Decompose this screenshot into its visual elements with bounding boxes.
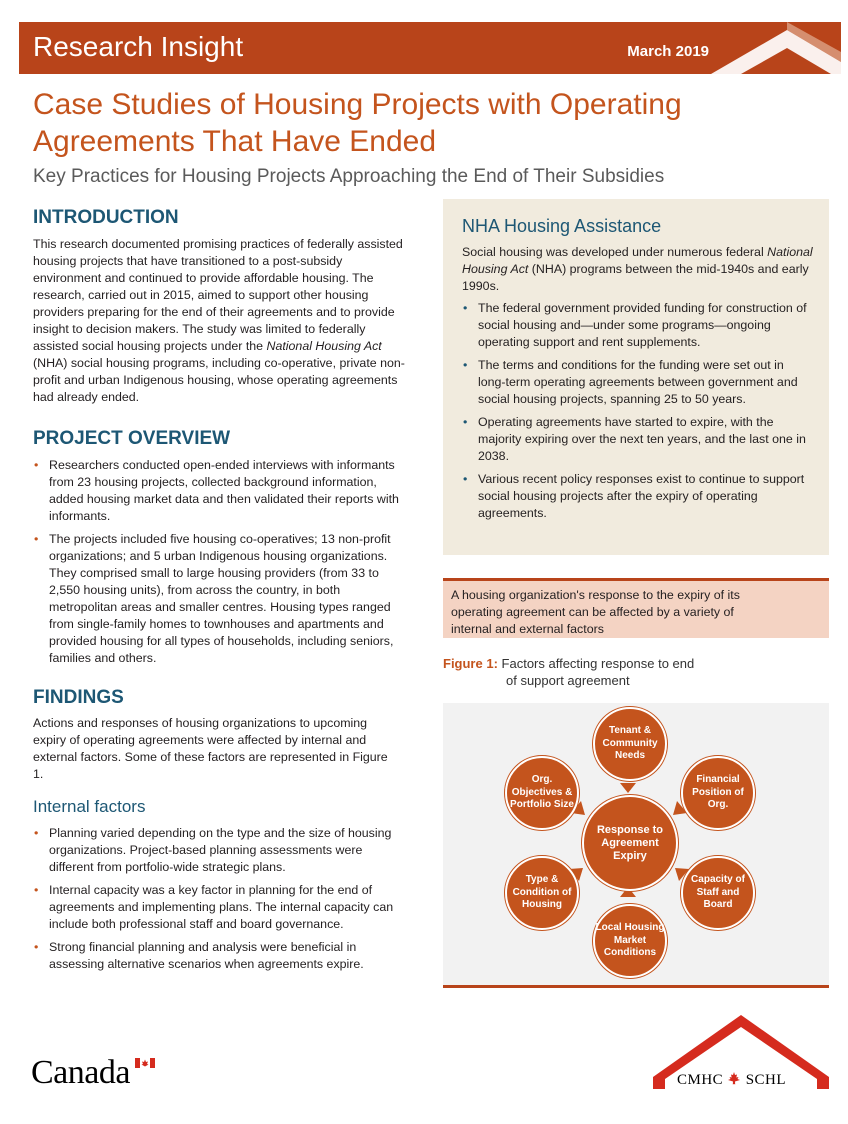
- introduction-heading: INTRODUCTION: [33, 207, 179, 228]
- node-tenant-community-needs: Tenant & Community Needs: [593, 707, 667, 781]
- list-item: • Various recent policy responses exist to continue to support social housing projects after the expiry of operating agreements.: [462, 471, 814, 522]
- canada-flag-icon: [135, 1058, 155, 1068]
- figure-caption-line1: Factors affecting response to end: [501, 656, 695, 671]
- figure-caption: [443, 654, 694, 673]
- list-item: • The terms and conditions for the funding were set out in long-term operating agreements between government and social housing projects, spanning 25 to 50 years.: [462, 357, 814, 408]
- sidebox-list: [462, 300, 814, 528]
- findings-text: Actions and responses of housing organizations to upcoming expiry of operating agreements were affected by internal and external factors. Some of these factors are represented in Figure 1.: [33, 716, 388, 781]
- maple-leaf-icon: [727, 1072, 741, 1085]
- list-item: • Operating agreements have started to expire, with the majority expiring over the next ten years, and the last one in 2038.: [462, 414, 814, 465]
- node-capacity-staff-board: Capacity of Staff and Board: [681, 856, 755, 930]
- roof-graphic: [711, 22, 841, 74]
- figure-number: Figure 1:: [443, 656, 498, 671]
- callout-box: [443, 578, 829, 638]
- node-local-housing-market: Local Housing Market Conditions: [593, 904, 667, 978]
- header-banner: [19, 22, 841, 74]
- internal-factors-heading: Internal factors: [33, 797, 146, 816]
- diagram-divider: [443, 985, 829, 988]
- document-title: Case Studies of Housing Projects with Operating Agreements That Have Ended: [33, 88, 682, 158]
- list-item: • Researchers conducted open-ended interviews with informants from 23 housing projects, collected background information, added housing market data and then validated their reports with informants.: [33, 457, 408, 525]
- banner-title: Research Insight: [33, 31, 244, 62]
- nha-sidebox: [443, 199, 829, 555]
- list-item: • The federal government provided funding for construction of social housing and—under some programs—ongoing operating support and rent supplements.: [462, 300, 814, 351]
- node-financial-position: Financial Position of Org.: [681, 756, 755, 830]
- node-type-condition-housing: Type & Condition of Housing: [505, 856, 579, 930]
- node-response-to-expiry: Response to Agreement Expiry: [582, 795, 678, 891]
- publication-date: March 2019: [627, 43, 709, 60]
- document-subtitle: Key Practices for Housing Projects Approaching the End of Their Subsidies: [33, 166, 665, 187]
- sidebox-intro: Social housing was developed under numerous federal National Housing Act (NHA) programs between the mid-1940s and early 1990s.: [462, 245, 813, 293]
- project-overview-heading: PROJECT OVERVIEW: [33, 428, 231, 449]
- figure-caption-line2: of support agreement: [506, 673, 630, 688]
- node-org-objectives: Org. Objectives & Portfolio Size: [505, 756, 579, 830]
- list-item: • Strong financial planning and analysis were beneficial in assessing alternative scenarios when agreements expire.: [33, 939, 408, 973]
- introduction-text: This research documented promising practices of federally assisted housing projects that have transitioned to a post-subsidy environment and continued to provide affordable housing. The research, carried out in 2015, aimed to support other housing providers preparing for the end of their agreements and to provide insight to decision makers. The study was limited to federally assisted social housing projects under the National Housing Act (NHA) social housing programs, including co-operative, private non-profit and urban Indigenous housing, whose operating agreements had already ended.: [33, 237, 405, 404]
- factors-diagram: [443, 703, 829, 985]
- canada-wordmark: Canada: [31, 1054, 130, 1091]
- callout-text: A housing organization's response to the expiry of its operating agreement can be affected by a variety of internal and external factors: [451, 588, 740, 636]
- internal-factors-list: [33, 825, 408, 979]
- project-overview-list: [33, 457, 408, 673]
- list-item: • Internal capacity was a key factor in planning for the end of agreements and implementing plans. The internal capacity can include both professional staff and board governance.: [33, 882, 408, 933]
- list-item: • Planning varied depending on the type and the size of housing organizations. Project-based planning assessments were different from portfolio-wide strategic plans.: [33, 825, 408, 876]
- sidebox-title: NHA Housing Assistance: [462, 216, 662, 236]
- cmhc-schl-wordmark: CMHC SCHL: [677, 1072, 787, 1088]
- findings-heading: FINDINGS: [33, 687, 124, 708]
- list-item: • The projects included five housing co-operatives; 13 non-profit organizations; and 5 urban Indigenous housing organizations. They comprised small to large housing providers (from 33 to 2,550 housing units), from across the country, in both metropolitan areas and smaller centres. Housing types ranged from single-family homes to townhouses and apartments and provided housing for all types of households, including seniors, families and others.: [33, 531, 408, 667]
- arrow-top: [620, 783, 636, 793]
